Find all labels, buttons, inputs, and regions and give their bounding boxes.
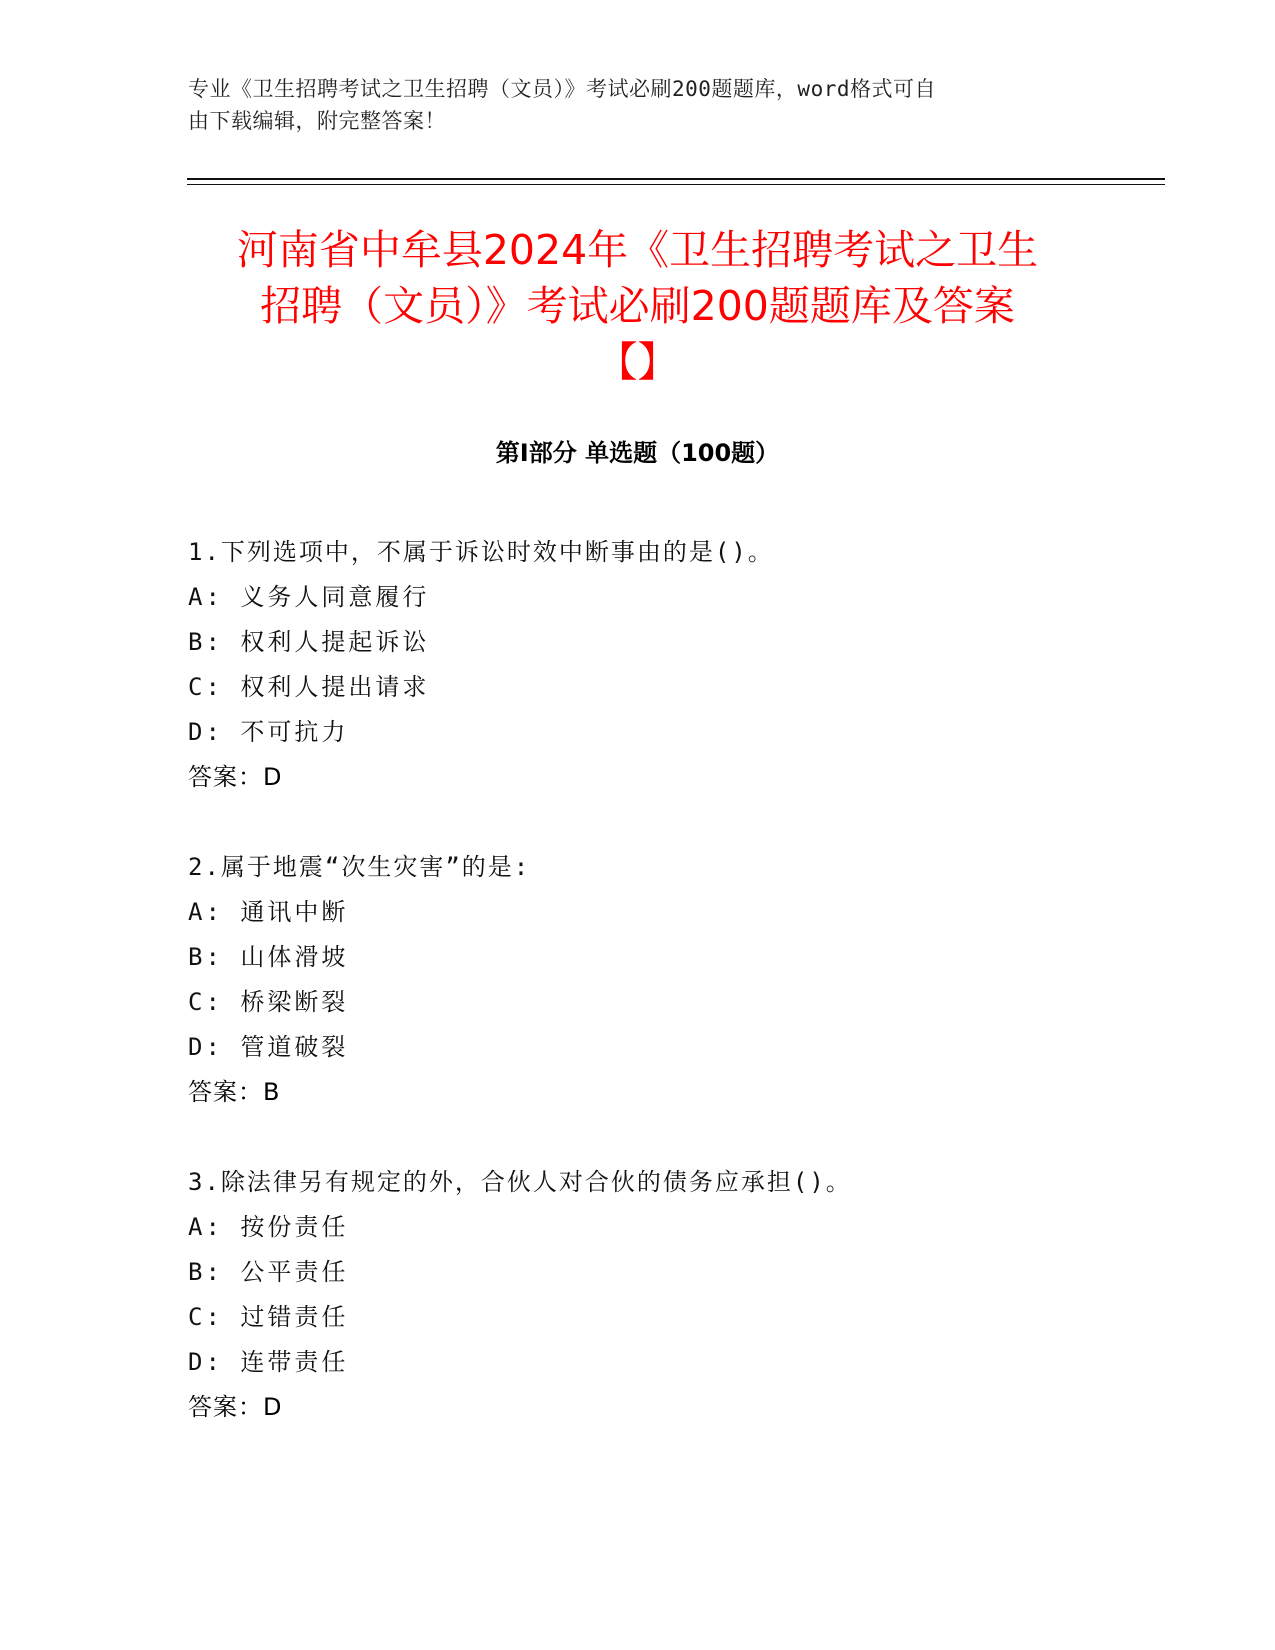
title-line-1: 河南省中牟县2024年《卫生招聘考试之卫生	[236, 226, 1039, 274]
option-d: D: 管道破裂	[188, 1033, 349, 1061]
question-1	[188, 530, 1168, 800]
question-2	[188, 845, 1168, 1115]
option-b: B: 权利人提起诉讼	[188, 628, 430, 656]
option-c: C: 权利人提出请求	[188, 673, 430, 701]
option-a: A: 通讯中断	[188, 898, 349, 926]
question-stem: 3.除法律另有规定的外，合伙人对合伙的债务应承担()。	[188, 1168, 852, 1196]
option-b: B: 山体滑坡	[188, 943, 349, 971]
option-a: A: 义务人同意履行	[188, 583, 430, 611]
question-3	[188, 1160, 1168, 1430]
option-a: A: 按份责任	[188, 1213, 349, 1241]
header-note-line-2: 由下载编辑，附完整答案！	[188, 109, 446, 133]
title-line-3: 【】	[596, 338, 679, 386]
answer-line: 答案：B	[188, 1078, 281, 1106]
header-note-line-1: 专业《卫生招聘考试之卫生招聘（文员）》考试必刷200题题库，word格式可自	[188, 77, 936, 101]
header-rule-thin	[187, 184, 1165, 185]
section-heading: 第Ⅰ部分 单选题（100题）	[495, 439, 780, 467]
option-b: B: 公平责任	[188, 1258, 349, 1286]
header-note	[188, 73, 1088, 137]
answer-line: 答案：D	[188, 763, 283, 791]
question-stem: 1.下列选项中，不属于诉讼时效中断事由的是()。	[188, 538, 774, 566]
title-line-2: 招聘（文员）》考试必刷200题题库及答案	[260, 282, 1015, 330]
question-list	[188, 530, 1168, 1475]
option-c: C: 过错责任	[188, 1303, 349, 1331]
header-rule-thick	[187, 178, 1165, 180]
option-c: C: 桥梁断裂	[188, 988, 349, 1016]
question-stem: 2.属于地震“次生灾害”的是:	[188, 853, 531, 881]
option-d: D: 不可抗力	[188, 718, 349, 746]
answer-line: 答案：D	[188, 1393, 283, 1421]
option-d: D: 连带责任	[188, 1348, 349, 1376]
document-title	[150, 222, 1125, 390]
